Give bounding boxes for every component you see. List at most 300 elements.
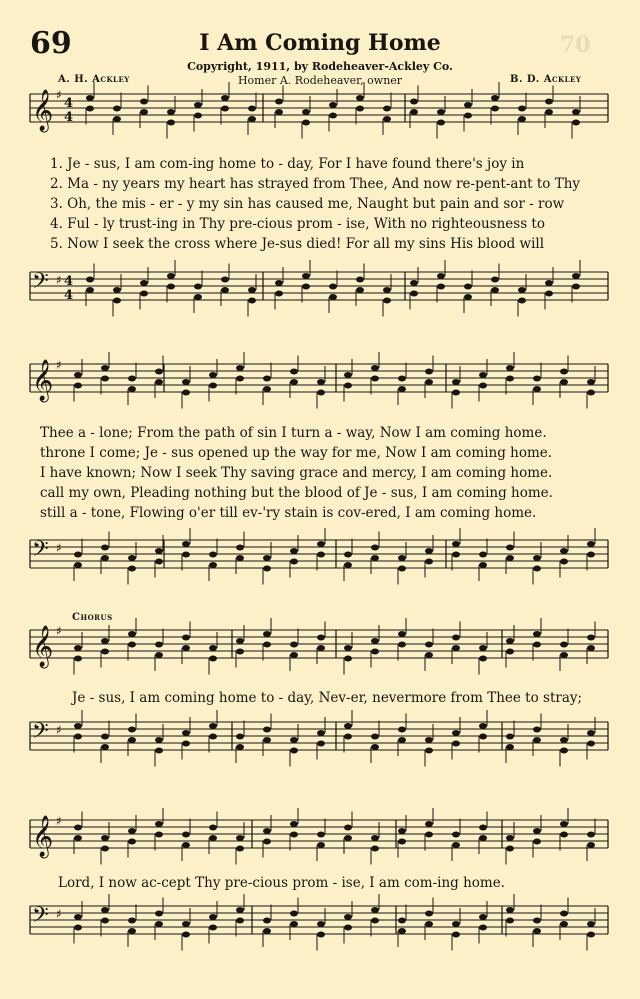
notehead <box>155 832 163 838</box>
notehead <box>491 95 499 101</box>
notehead <box>128 918 136 924</box>
notehead <box>506 907 514 913</box>
notehead <box>518 106 526 112</box>
notehead <box>248 287 256 293</box>
notehead <box>74 723 82 729</box>
notehead <box>425 652 433 658</box>
notehead <box>560 737 568 743</box>
notehead <box>329 113 337 119</box>
notehead <box>209 372 217 378</box>
notehead <box>452 921 460 927</box>
notehead <box>452 552 460 558</box>
notehead <box>344 734 352 740</box>
notehead <box>128 386 136 392</box>
notehead <box>317 842 325 848</box>
notehead <box>533 727 541 733</box>
notehead <box>209 552 217 558</box>
music-credit: B. D. Ackley <box>510 74 582 85</box>
bleed-through-number: 70 <box>560 32 591 58</box>
notehead <box>560 652 568 658</box>
notehead <box>113 116 121 122</box>
notehead <box>479 656 487 662</box>
notehead <box>263 386 271 392</box>
notehead <box>452 645 460 651</box>
notehead <box>344 835 352 841</box>
notehead <box>479 723 487 729</box>
notehead <box>356 95 364 101</box>
notehead <box>113 106 121 112</box>
notehead <box>425 559 433 565</box>
notehead <box>182 635 190 641</box>
notehead <box>275 99 283 105</box>
notehead <box>155 821 163 827</box>
notehead <box>398 386 406 392</box>
notehead <box>86 277 94 283</box>
notehead <box>344 825 352 831</box>
notehead <box>140 109 148 115</box>
notehead <box>398 555 406 561</box>
notehead <box>506 835 514 841</box>
notehead <box>182 552 190 558</box>
verse-line: I have known; Now I seek Thy saving grace and mercy, I am coming home. <box>40 465 553 481</box>
notehead <box>74 645 82 651</box>
key-signature-sharp: ♯ <box>56 358 62 372</box>
notehead <box>182 832 190 838</box>
notehead <box>560 911 568 917</box>
notehead <box>74 562 82 568</box>
notehead <box>221 106 229 112</box>
treble-clef-icon: 𝄞 <box>32 90 54 131</box>
bass-clef-icon: 𝄢 <box>32 269 49 299</box>
notehead <box>356 106 364 112</box>
notehead <box>317 921 325 927</box>
notehead <box>383 116 391 122</box>
notehead <box>113 298 121 304</box>
notehead <box>290 832 298 838</box>
notehead <box>221 287 229 293</box>
notehead <box>506 649 514 655</box>
notehead <box>209 825 217 831</box>
notehead <box>167 284 175 290</box>
notehead <box>167 273 175 279</box>
notehead <box>410 99 418 105</box>
notehead <box>209 835 217 841</box>
notehead <box>302 109 310 115</box>
treble-clef-icon: 𝄞 <box>32 360 54 401</box>
notehead <box>101 918 109 924</box>
notehead <box>533 631 541 637</box>
verse-line: still a - tone, Flowing o'er till ev-'ry stain is cov-ered, I am coming home. <box>40 505 537 521</box>
notehead <box>587 645 595 651</box>
notehead <box>437 273 445 279</box>
notehead <box>290 652 298 658</box>
notehead <box>128 566 136 572</box>
notehead <box>329 284 337 290</box>
notehead <box>128 737 136 743</box>
notehead <box>344 925 352 931</box>
notehead <box>491 277 499 283</box>
notehead <box>344 645 352 651</box>
notehead <box>329 102 337 108</box>
notehead <box>533 386 541 392</box>
notehead <box>209 914 217 920</box>
notehead <box>464 284 472 290</box>
notehead <box>209 645 217 651</box>
notehead <box>317 932 325 938</box>
notehead <box>464 113 472 119</box>
notehead <box>491 106 499 112</box>
notehead <box>479 383 487 389</box>
notehead <box>290 748 298 754</box>
notehead <box>263 555 271 561</box>
time-signature: 4 <box>64 274 74 289</box>
notehead <box>194 113 202 119</box>
notehead <box>236 744 244 750</box>
notehead <box>182 842 190 848</box>
notehead <box>263 566 271 572</box>
notehead <box>398 376 406 382</box>
notehead <box>587 842 595 848</box>
notehead <box>572 284 580 290</box>
notehead <box>155 548 163 554</box>
key-signature-sharp: ♯ <box>56 723 62 737</box>
notehead <box>155 642 163 648</box>
notehead <box>317 645 325 651</box>
notehead <box>437 284 445 290</box>
notehead <box>533 918 541 924</box>
notehead <box>533 642 541 648</box>
treble-clef-icon: 𝄞 <box>32 626 54 667</box>
notehead <box>182 730 190 736</box>
notehead <box>587 379 595 385</box>
notehead <box>155 921 163 927</box>
notehead <box>506 638 514 644</box>
notehead <box>263 631 271 637</box>
notehead <box>74 383 82 389</box>
notehead <box>437 109 445 115</box>
notehead <box>533 839 541 845</box>
notehead <box>506 846 514 852</box>
notehead <box>155 748 163 754</box>
notehead <box>74 825 82 831</box>
notehead <box>479 372 487 378</box>
notehead <box>398 737 406 743</box>
notehead <box>398 642 406 648</box>
notehead <box>167 120 175 126</box>
verse-line: throne I come; Je - sus opened up the way for me, Now I am coming home. <box>40 445 553 461</box>
notehead <box>479 825 487 831</box>
notehead <box>371 744 379 750</box>
notehead <box>128 631 136 637</box>
notehead <box>155 559 163 565</box>
notehead <box>155 737 163 743</box>
notehead <box>101 545 109 551</box>
notehead <box>128 727 136 733</box>
notehead <box>545 109 553 115</box>
notehead <box>140 280 148 286</box>
notehead <box>317 832 325 838</box>
notehead <box>344 552 352 558</box>
notehead <box>356 287 364 293</box>
words-credit: A. H. Ackley <box>58 74 130 85</box>
notehead <box>344 656 352 662</box>
time-signature: 4 <box>64 96 74 111</box>
notehead <box>587 390 595 396</box>
notehead <box>533 737 541 743</box>
notehead <box>236 835 244 841</box>
chorus-line: Lord, I now ac-cept Thy pre-cious prom - ise, I am com-ing home. <box>58 875 505 891</box>
notehead <box>236 555 244 561</box>
notehead <box>317 552 325 558</box>
notehead <box>236 918 244 924</box>
notehead <box>383 287 391 293</box>
verse-line: 4. Ful - ly trust-ing in Thy pre-cious prom - ise, With no righteousness to <box>50 216 545 232</box>
notehead <box>560 369 568 375</box>
notehead <box>479 925 487 931</box>
notehead <box>329 294 337 300</box>
treble-clef-icon: 𝄞 <box>32 816 54 857</box>
notehead <box>290 642 298 648</box>
notehead <box>587 635 595 641</box>
notehead <box>560 642 568 648</box>
notehead <box>506 734 514 740</box>
notehead <box>182 645 190 651</box>
notehead <box>371 545 379 551</box>
notehead <box>344 372 352 378</box>
bass-clef-icon: 𝄢 <box>32 903 49 933</box>
notehead <box>155 379 163 385</box>
notehead <box>398 566 406 572</box>
notehead <box>425 821 433 827</box>
notehead <box>452 635 460 641</box>
notehead <box>140 99 148 105</box>
owner-line: Homer A. Rodeheaver, owner <box>237 74 403 87</box>
notehead <box>74 835 82 841</box>
notehead <box>425 379 433 385</box>
notehead <box>209 383 217 389</box>
notehead <box>533 376 541 382</box>
notehead <box>101 365 109 371</box>
notehead <box>263 737 271 743</box>
notehead <box>101 744 109 750</box>
notehead <box>437 120 445 126</box>
notehead <box>398 828 406 834</box>
key-signature-sharp: ♯ <box>56 273 62 287</box>
notehead <box>371 365 379 371</box>
notehead <box>317 730 325 736</box>
notehead <box>167 109 175 115</box>
notehead <box>518 287 526 293</box>
notehead <box>464 102 472 108</box>
notehead <box>317 541 325 547</box>
notehead <box>74 914 82 920</box>
notehead <box>86 106 94 112</box>
notehead <box>398 928 406 934</box>
notehead <box>302 273 310 279</box>
notehead <box>209 734 217 740</box>
key-signature-sharp: ♯ <box>56 624 62 638</box>
notehead <box>290 559 298 565</box>
notehead <box>275 291 283 297</box>
bass-clef-icon: 𝄢 <box>32 537 49 567</box>
notehead <box>248 298 256 304</box>
notehead <box>464 294 472 300</box>
hymn-number: 69 <box>30 26 72 61</box>
notehead <box>236 365 244 371</box>
notehead <box>128 555 136 561</box>
key-signature-sharp: ♯ <box>56 88 62 102</box>
notehead <box>290 548 298 554</box>
notehead <box>236 376 244 382</box>
notehead <box>356 277 364 283</box>
notehead <box>410 291 418 297</box>
notehead <box>425 369 433 375</box>
notehead <box>371 649 379 655</box>
notehead <box>572 109 580 115</box>
notehead <box>371 376 379 382</box>
notehead <box>383 298 391 304</box>
notehead <box>290 737 298 743</box>
notehead <box>263 928 271 934</box>
notehead <box>344 383 352 389</box>
notehead <box>263 642 271 648</box>
notehead <box>506 376 514 382</box>
notehead <box>101 638 109 644</box>
verse-line: Thee a - lone; From the path of sin I turn a - way, Now I am coming home. <box>40 425 547 441</box>
notehead <box>182 379 190 385</box>
notehead <box>74 372 82 378</box>
notehead <box>560 748 568 754</box>
notehead <box>74 656 82 662</box>
notehead <box>101 376 109 382</box>
notehead <box>371 907 379 913</box>
notehead <box>398 918 406 924</box>
verse-line: call my own, Pleading nothing but the blood of Je - sus, I am coming home. <box>40 485 553 501</box>
notehead <box>560 559 568 565</box>
notehead <box>236 638 244 644</box>
notehead <box>263 727 271 733</box>
notehead <box>587 730 595 736</box>
notehead <box>506 365 514 371</box>
notehead <box>425 748 433 754</box>
notehead <box>263 828 271 834</box>
notehead <box>545 99 553 105</box>
notehead <box>572 273 580 279</box>
notehead <box>128 376 136 382</box>
key-signature-sharp: ♯ <box>56 814 62 828</box>
notehead <box>560 921 568 927</box>
notehead <box>560 832 568 838</box>
notehead <box>410 109 418 115</box>
notehead <box>371 555 379 561</box>
notehead <box>140 291 148 297</box>
notehead <box>506 555 514 561</box>
notehead <box>74 925 82 931</box>
notehead <box>155 911 163 917</box>
notehead <box>101 555 109 561</box>
notehead <box>518 116 526 122</box>
notehead <box>275 109 283 115</box>
notehead <box>317 379 325 385</box>
notehead <box>533 555 541 561</box>
notehead <box>290 369 298 375</box>
notehead <box>479 552 487 558</box>
notehead <box>263 839 271 845</box>
key-signature-sharp: ♯ <box>56 541 62 555</box>
notehead <box>371 846 379 852</box>
notehead <box>209 656 217 662</box>
verse-line: 5. Now I seek the cross where Je-sus died! For all my sins His blood will <box>50 236 545 252</box>
notehead <box>425 911 433 917</box>
notehead <box>236 649 244 655</box>
notehead <box>236 545 244 551</box>
copyright-line: Copyright, 1911, by Rodeheaver-Ackley Co. <box>187 60 453 73</box>
notehead <box>221 95 229 101</box>
notehead <box>560 821 568 827</box>
notehead <box>182 932 190 938</box>
notehead <box>479 734 487 740</box>
notehead <box>263 918 271 924</box>
notehead <box>182 921 190 927</box>
notehead <box>452 741 460 747</box>
notehead <box>74 734 82 740</box>
notehead <box>371 918 379 924</box>
notehead <box>182 541 190 547</box>
notehead <box>317 741 325 747</box>
notehead <box>290 911 298 917</box>
notehead <box>506 918 514 924</box>
notehead <box>398 839 406 845</box>
notehead <box>425 921 433 927</box>
notehead <box>587 832 595 838</box>
notehead <box>290 379 298 385</box>
notehead <box>317 635 325 641</box>
notehead <box>101 835 109 841</box>
notehead <box>452 390 460 396</box>
notehead <box>248 106 256 112</box>
verse-line: 1. Je - sus, I am com-ing home to - day, For I have found there's joy in <box>50 156 525 172</box>
notehead <box>302 120 310 126</box>
notehead <box>533 928 541 934</box>
notehead <box>236 734 244 740</box>
notehead <box>452 730 460 736</box>
notehead <box>545 291 553 297</box>
chorus-line: Je - sus, I am coming home to - day, Nev-er, nevermore from Thee to stray; <box>72 690 583 706</box>
notehead <box>194 294 202 300</box>
time-signature: 4 <box>64 110 74 125</box>
hymn-title: I Am Coming Home <box>199 30 441 56</box>
notehead <box>182 390 190 396</box>
notehead <box>452 541 460 547</box>
notehead <box>263 376 271 382</box>
notehead <box>398 727 406 733</box>
notehead <box>398 631 406 637</box>
notehead <box>425 548 433 554</box>
notehead <box>317 390 325 396</box>
notehead <box>572 120 580 126</box>
notehead <box>383 106 391 112</box>
notehead <box>128 928 136 934</box>
notehead <box>209 925 217 931</box>
key-signature-sharp: ♯ <box>56 907 62 921</box>
notehead <box>248 116 256 122</box>
notehead <box>128 642 136 648</box>
notehead <box>452 932 460 938</box>
notehead <box>425 832 433 838</box>
time-signature: 4 <box>64 288 74 303</box>
notehead <box>209 723 217 729</box>
notehead <box>290 821 298 827</box>
